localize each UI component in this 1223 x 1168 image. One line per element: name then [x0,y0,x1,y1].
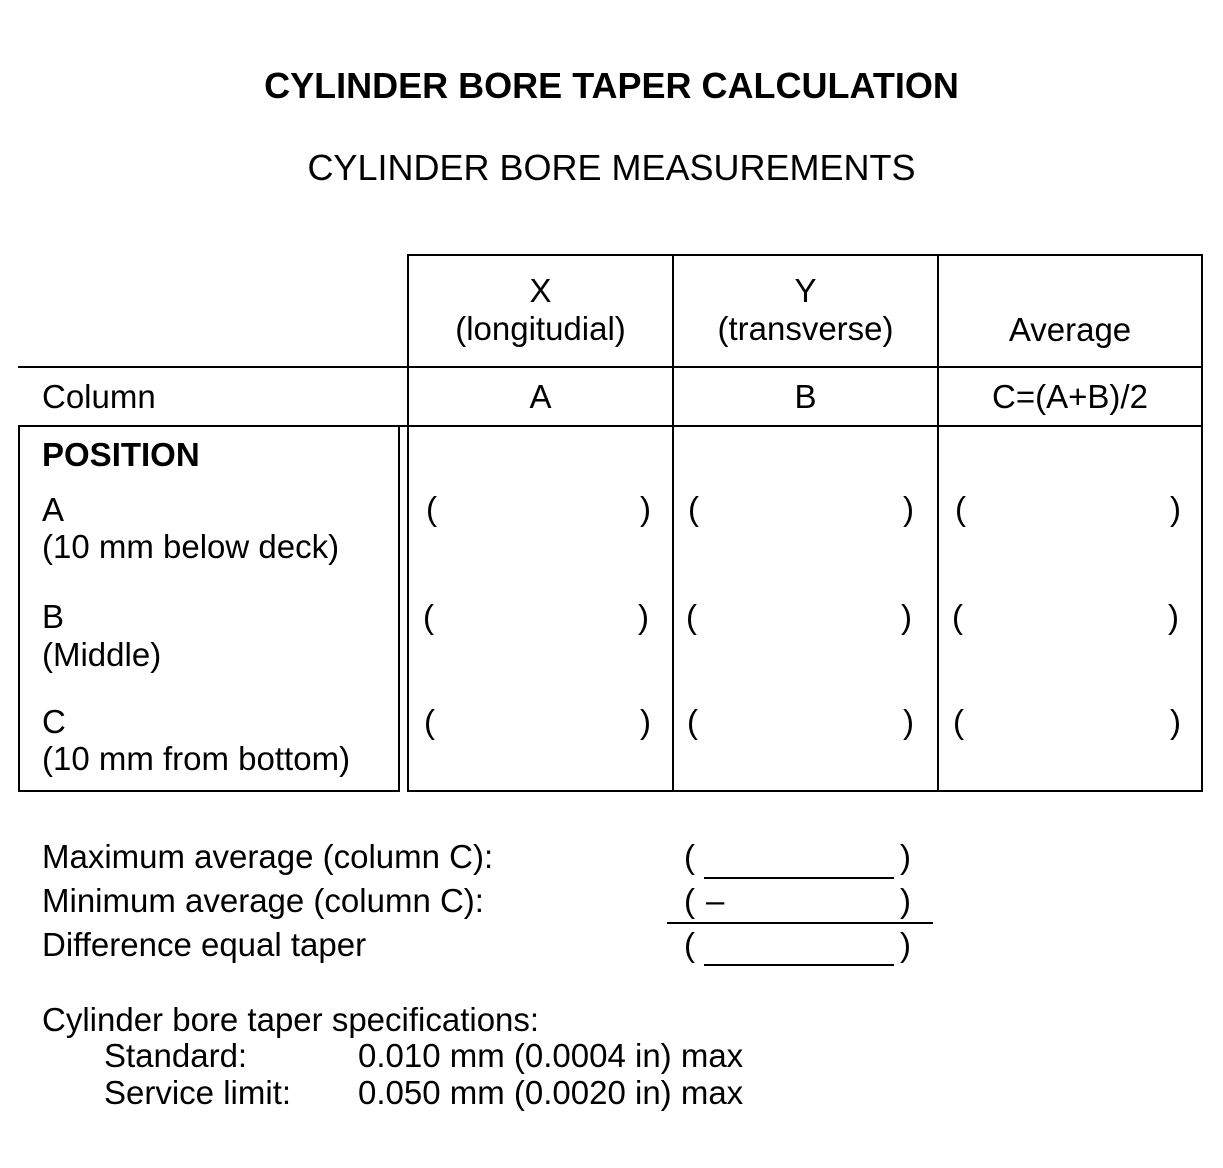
min-average-label: Minimum average (column C): [42,882,484,919]
position-c-name: C [42,703,66,740]
column-c: C=(A+B)/2 [992,378,1148,415]
entry-close: ) [1170,703,1181,740]
diff-entry-blank [704,964,894,966]
subtraction-line [667,922,933,924]
header-y-main: Y [794,272,817,309]
header-x-sub: (longitudial) [455,310,626,347]
min-entry-open: ( [684,882,695,919]
entry-open: ( [426,490,437,527]
column-label: Column [42,378,156,415]
position-a-name: A [42,491,65,528]
entry-open: ( [952,598,963,635]
difference-label: Difference equal taper [42,926,367,963]
min-entry-close: ) [900,882,911,919]
entry-open: ( [955,490,966,527]
entry-open: ( [688,490,699,527]
entry-close: ) [638,598,649,635]
position-a-desc: (10 mm below deck) [42,528,340,565]
page-title: CYLINDER BORE TAPER CALCULATION [264,65,959,106]
column-a: A [529,378,552,415]
column-b: B [794,378,817,415]
diff-entry-close: ) [900,926,911,963]
entry-open: ( [686,598,697,635]
position-b-name: B [42,598,65,635]
entry-open: ( [953,703,964,740]
position-b-desc: (Middle) [42,636,162,673]
standard-value: 0.010 mm (0.0004 in) max [358,1037,744,1074]
max-average-label: Maximum average (column C): [42,838,494,875]
header-x-main: X [529,272,552,309]
position-c-desc: (10 mm from bottom) [42,740,351,777]
standard-label: Standard: [104,1037,248,1074]
entry-close: ) [901,598,912,635]
service-limit-value: 0.050 mm (0.0020 in) max [358,1074,744,1111]
max-entry-blank [704,877,894,879]
entry-close: ) [640,703,651,740]
diff-entry-open: ( [684,926,695,963]
position-header: POSITION [42,436,200,473]
entry-close: ) [903,703,914,740]
entry-open: ( [423,598,434,635]
entry-open: ( [424,703,435,740]
service-limit-label: Service limit: [104,1074,292,1111]
entry-open: ( [687,703,698,740]
specs-heading: Cylinder bore taper specifications: [42,1001,540,1038]
header-y-sub: (transverse) [717,310,894,347]
max-entry-open: ( [684,838,695,875]
entry-close: ) [1168,598,1179,635]
entry-close: ) [903,490,914,527]
entry-close: ) [1170,490,1181,527]
page-subtitle: CYLINDER BORE MEASUREMENTS [307,147,916,188]
entry-close: ) [640,490,651,527]
max-entry-close: ) [900,838,911,875]
header-average: Average [1008,311,1132,348]
minus-sign: – [706,882,725,919]
